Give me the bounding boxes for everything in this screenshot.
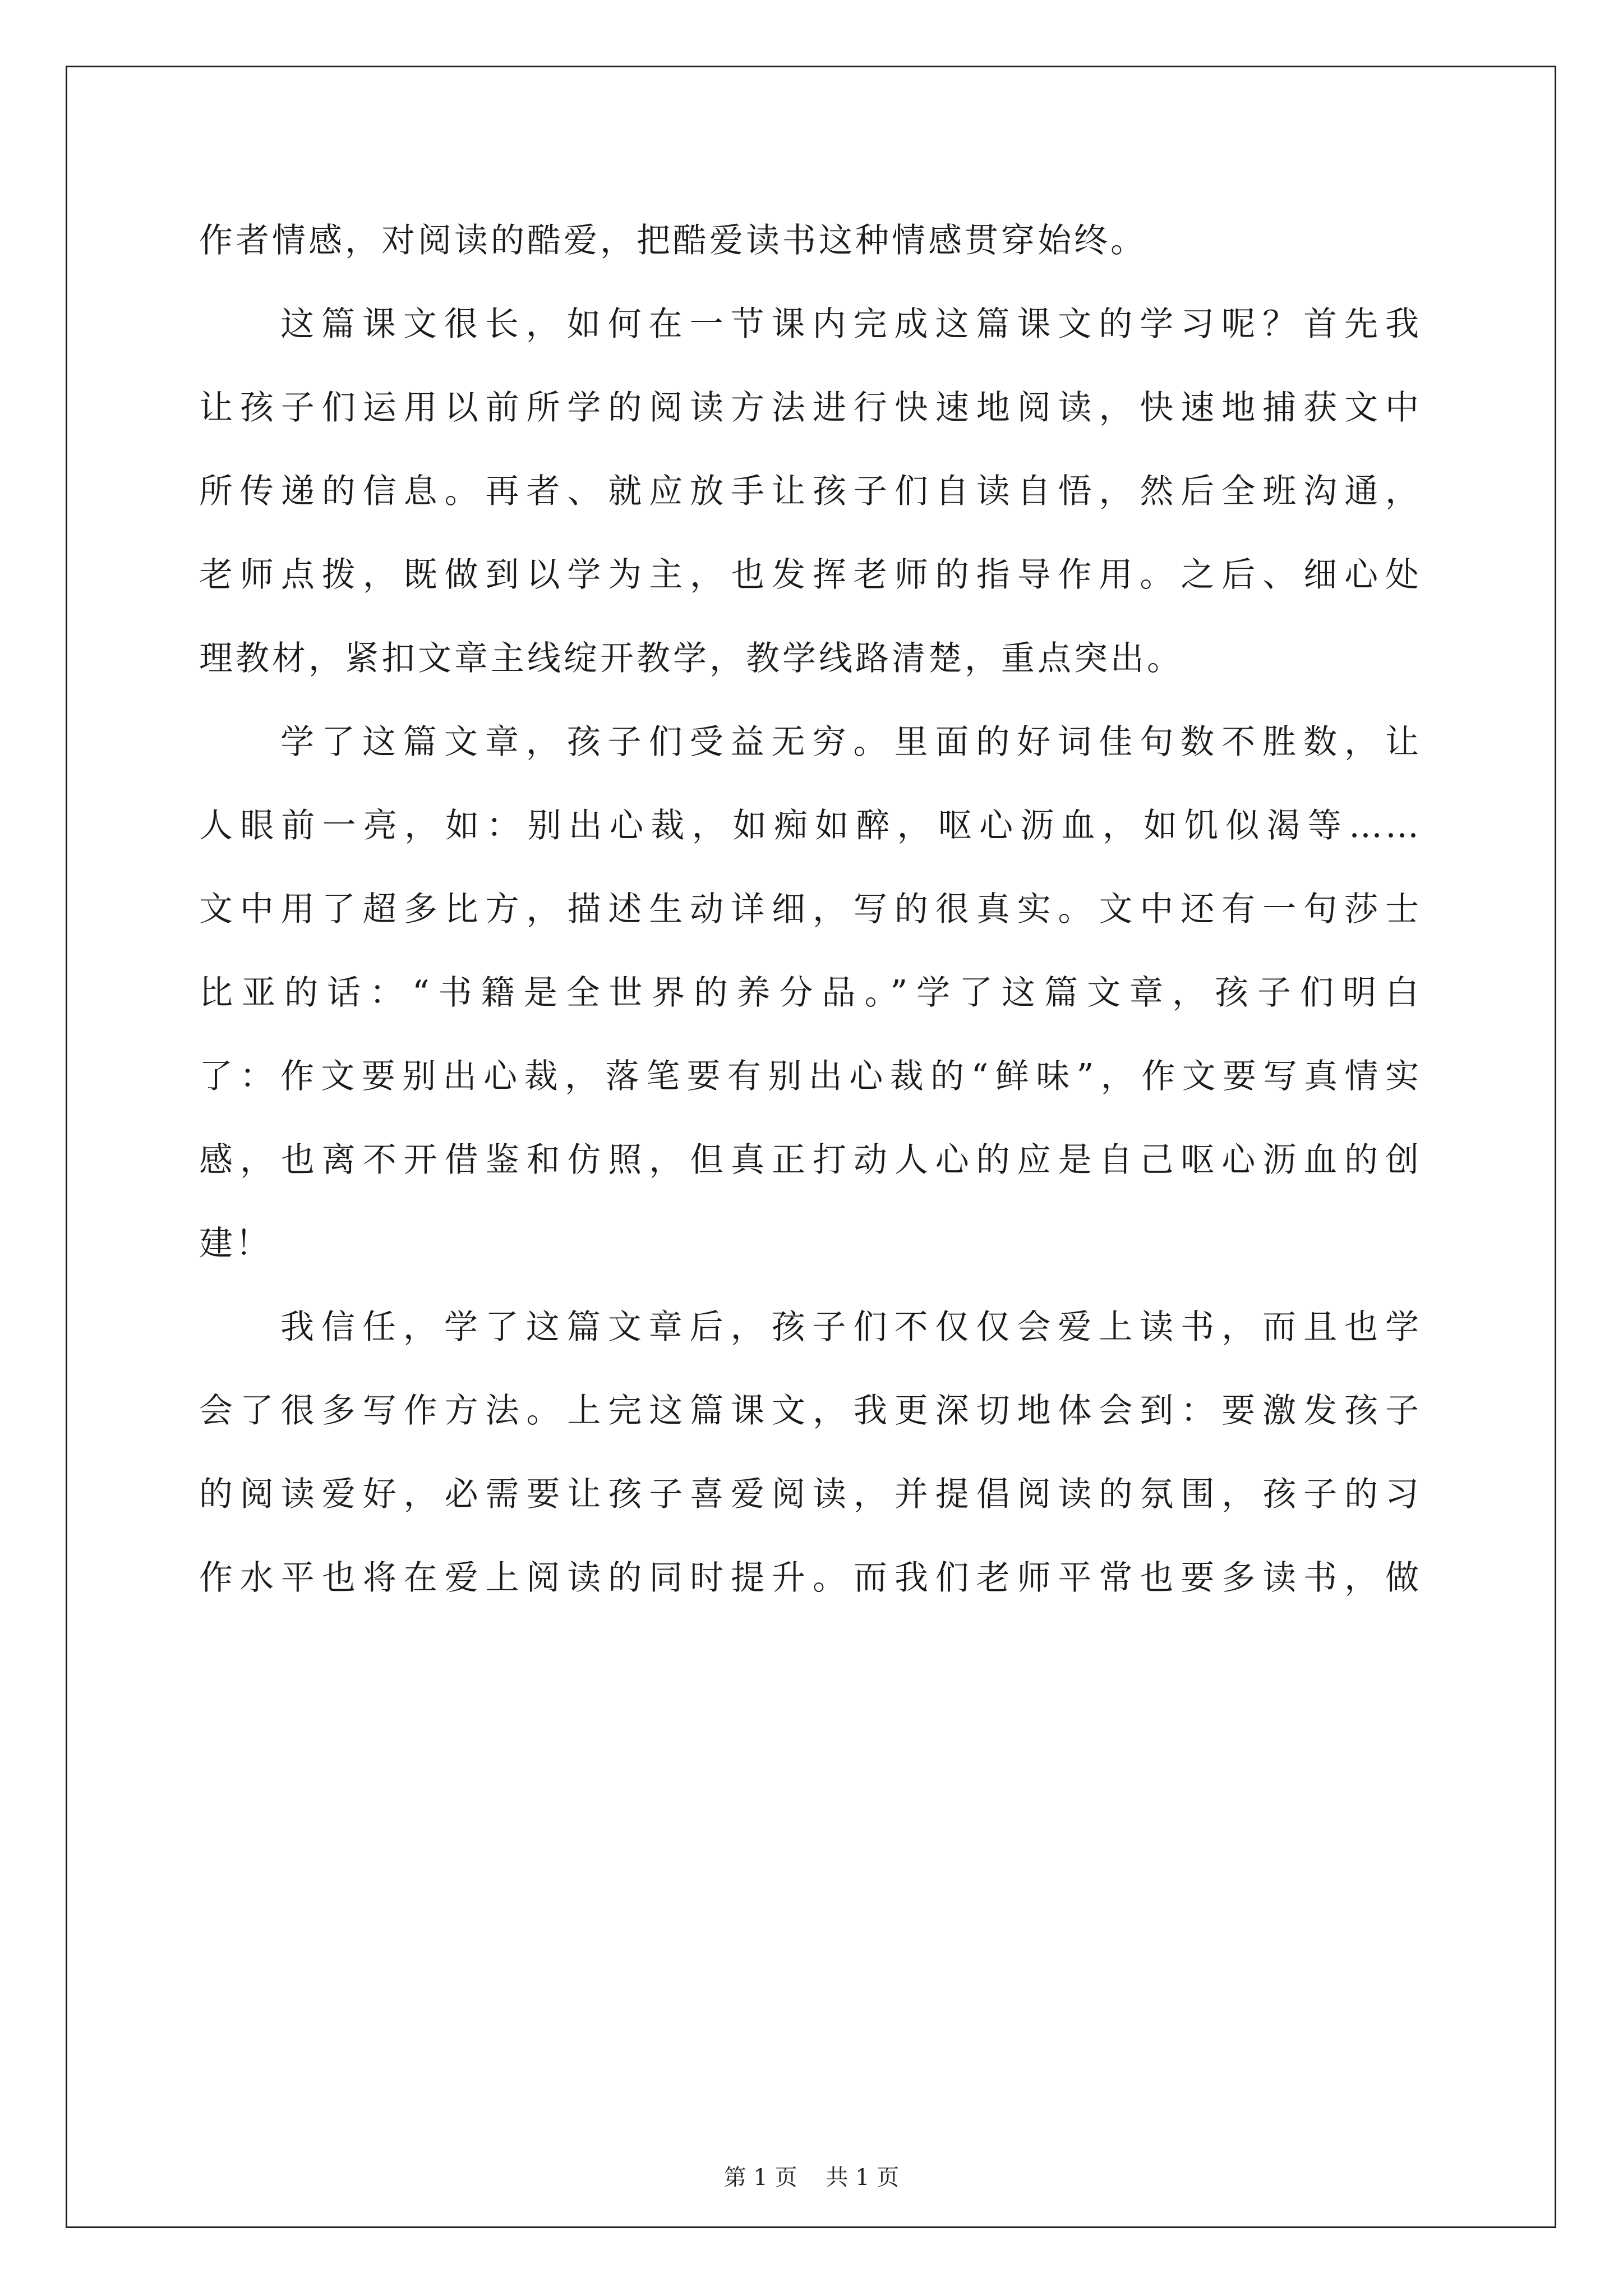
paragraph-line: 理教材，紧扣文章主线绽开教学，教学线路清楚，重点突出。 <box>199 639 1183 678</box>
paragraph-line: 文中用了超多比方，描述生动详细，写的很真实。文中还有一句莎士 <box>199 890 1422 929</box>
paragraph-line: 学了这篇文章，孩子们受益无穷。里面的好词佳句数不胜数，让 <box>280 723 1422 762</box>
paragraph-line: 会了很多写作方法。上完这篇课文，我更深切地体会到：要激发孩子 <box>199 1391 1422 1430</box>
paragraph-line: 人眼前一亮，如：别出心裁，如痴如醉，呕心沥血，如饥似渴等…… <box>199 806 1422 845</box>
paragraph-line: 我信任，学了这篇文章后，孩子们不仅仅会爱上读书，而且也学 <box>280 1308 1422 1347</box>
paragraph-line: 比亚的话：“书籍是全世界的养分品。”学了这篇文章，孩子们明白 <box>199 973 1422 1013</box>
paragraph-line: 作水平也将在爱上阅读的同时提升。而我们老师平常也要多读书，做 <box>199 1558 1422 1598</box>
page-footer: 第 1 页 共 1 页 <box>723 2165 900 2191</box>
paragraph-line: 了：作文要别出心裁，落笔要有别出心裁的“鲜味”，作文要写真情实 <box>199 1057 1422 1096</box>
paragraph-line: 作者情感，对阅读的酷爱，把酷爱读书这种情感贯穿始终。 <box>199 221 1147 260</box>
paragraph-line: 老师点拨，既做到以学为主，也发挥老师的指导作用。之后、细心处 <box>199 555 1422 595</box>
paragraph-line: 感，也离不开借鉴和仿照，但真正打动人心的应是自己呕心沥血的创 <box>199 1140 1422 1180</box>
paragraph-line: 让孩子们运用以前所学的阅读方法进行快速地阅读，快速地捕获文中 <box>199 388 1422 427</box>
paragraph-line: 建！ <box>199 1224 272 1263</box>
paragraph-line: 这篇课文很长，如何在一节课内完成这篇课文的学习呢？首先我 <box>280 305 1422 344</box>
paragraph-line: 的阅读爱好，必需要让孩子喜爱阅读，并提倡阅读的氛围，孩子的习 <box>199 1475 1422 1514</box>
document-body <box>199 199 1422 1620</box>
paragraph-line: 所传递的信息。再者、就应放手让孩子们自读自悟，然后全班沟通， <box>199 472 1422 511</box>
